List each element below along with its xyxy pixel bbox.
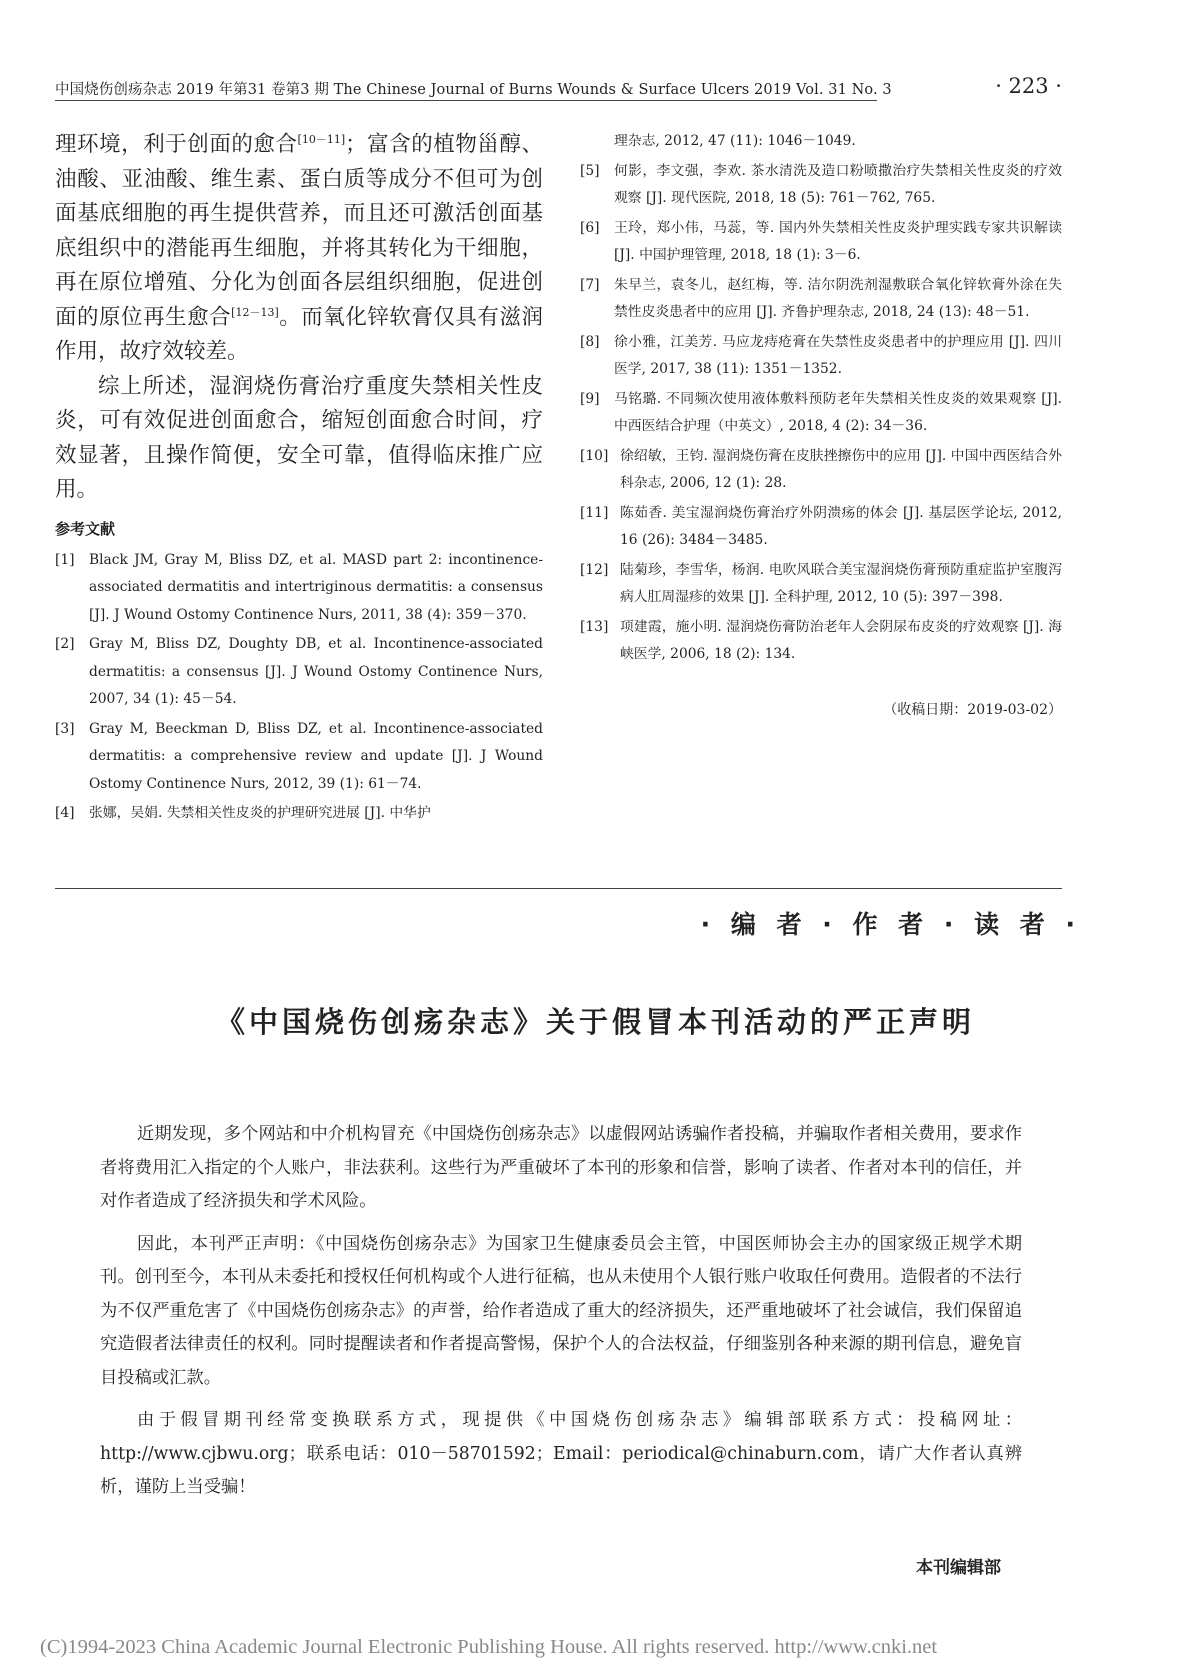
reference-item bbox=[580, 443, 1062, 498]
reference-number: [3] bbox=[55, 720, 75, 737]
citation: [12－13] bbox=[231, 305, 279, 319]
editorial-signature: 本刊编辑部 bbox=[916, 1558, 1001, 1578]
reference-item bbox=[580, 158, 1062, 213]
reference-number: [6] bbox=[580, 219, 600, 236]
reference-text: 朱早兰，袁冬儿，赵红梅，等. 洁尔阴洗剂湿敷联合氧化锌软膏外涂在失禁性皮炎患者中的应用 [J]. 齐鲁护理杂志, 2018, 24 (13): 48－51. bbox=[614, 276, 1062, 320]
paragraph-text: 。而氧化锌软膏仅具有滋润作用，故疗效较差。 bbox=[55, 304, 543, 364]
reference-number: [10] bbox=[580, 447, 609, 464]
reference-number: [4] bbox=[55, 805, 75, 821]
reference-item bbox=[55, 631, 543, 714]
copyright-footer: (C)1994-2023 China Academic Journal Electronic Publishing House. All rights reserved. http://www.cnki.net bbox=[40, 1636, 938, 1658]
reference-text: 项建霞，施小明. 湿润烧伤膏防治老年人会阴尿布皮炎的疗效观察 [J]. 海峡医学, 2006, 18 (2): 134. bbox=[620, 618, 1062, 662]
notice-paragraph-2: 因此，本刊严正声明：《中国烧伤创疡杂志》为国家卫生健康委员会主管，中国医师协会主办的国家级正规学术期刊。创刊至今，本刊从未委托和授权任何机构或个人进行征稿，也从未使用个人银行账户收取任何费用。造假者的不法行为不仅严重危害了《中国烧伤创疡杂志》的声誉，给作者造成了重大的经济损失，还严重地破坏了社会诚信，我们保留追究造假者法律责任的权利。同时提醒读者和作者提高警惕，保护个人的合法权益，仔细鉴别各种来源的期刊信息，避免盲目投稿或汇款。 bbox=[100, 1233, 1022, 1388]
section-label: · 编 者 · 作 者 · 读 者 · bbox=[700, 910, 1081, 939]
reference-item bbox=[580, 614, 1062, 669]
reference-text: 陆菊珍，李雪华，杨润. 电吹风联合美宝湿润烧伤膏预防重症监护室腹泻病人肛周湿疹的效果 [J]. 全科护理, 2012, 10 (5): 397－398. bbox=[620, 561, 1062, 605]
citation: [10－11] bbox=[297, 132, 346, 146]
reference-item bbox=[55, 716, 543, 799]
reference-number: [7] bbox=[580, 276, 600, 293]
references-heading: 参考文献 bbox=[55, 519, 116, 538]
journal-header-text: 中国烧伤创疡杂志 2019 年第31 卷第3 期 The Chinese Journal of Burns Wounds & Surface Ulcers 2019 Vol. 31 No. 3 bbox=[55, 82, 892, 98]
received-date: （收稿日期：2019-03-02） bbox=[883, 701, 1062, 718]
reference-number: [12] bbox=[580, 561, 609, 578]
reference-text: 张娜，吴娟. 失禁相关性皮炎的护理研究进展 [J]. 中华护 bbox=[89, 805, 431, 821]
page-number: · 223 · bbox=[995, 74, 1062, 98]
reference-text: 马铭璐. 不同频次使用液体敷料预防老年失禁相关性皮炎的效果观察 [J]. 中西医结合护理（中英文）, 2018, 4 (2): 34－36. bbox=[614, 390, 1062, 434]
left-column bbox=[55, 128, 543, 830]
reference-text: 徐绍敏，王钧. 湿润烧伤膏在皮肤挫擦伤中的应用 [J]. 中国中西医结合外科杂志, 2006, 12 (1): 28. bbox=[620, 447, 1062, 491]
reference-number: [11] bbox=[580, 504, 609, 521]
reference-item bbox=[580, 386, 1062, 441]
section-divider bbox=[55, 888, 1062, 889]
header-rule bbox=[55, 100, 877, 101]
reference-text: 王玲，郑小伟，马蕊，等. 国内外失禁相关性皮炎护理实践专家共识解读 [J]. 中国护理管理, 2018, 18 (1): 3－6. bbox=[614, 219, 1062, 263]
reference-number: [1] bbox=[55, 551, 75, 568]
reference-number: [13] bbox=[580, 618, 609, 635]
body-paragraph-1 bbox=[55, 128, 543, 370]
reference-text: 何影，李文强，李欢. 茶水清洗及造口粉喷撒治疗失禁相关性皮炎的疗效观察 [J]. 现代医院, 2018, 18 (5): 761－762, 765. bbox=[614, 162, 1062, 206]
reference-item bbox=[580, 557, 1062, 612]
running-header bbox=[55, 74, 1062, 104]
reference-text: 徐小雅，江美芳. 马应龙痔疮膏在失禁性皮炎患者中的护理应用 [J]. 四川医学, 2017, 38 (11): 1351－1352. bbox=[614, 333, 1062, 377]
reference-item bbox=[580, 500, 1062, 555]
notice-paragraph-1: 近期发现，多个网站和中介机构冒充《中国烧伤创疡杂志》以虚假网站诱骗作者投稿，并骗取作者相关费用，要求作者将费用汇入指定的个人账户，非法获利。这些行为严重破坏了本刊的形象和信誉，影响了读者、作者对本刊的信任，并对作者造成了经济损失和学术风险。 bbox=[100, 1124, 1022, 1211]
reference-item bbox=[580, 215, 1062, 270]
reference-item bbox=[580, 272, 1062, 327]
reference-text: Gray M, Bliss DZ, Doughty DB, et al. Incontinence-associated dermatitis: a consensus [J]. J Wound Ostomy Continence Nurs, 2007, 34 (1): 45－54. bbox=[89, 636, 543, 707]
reference-item bbox=[580, 329, 1062, 384]
reference-number: [2] bbox=[55, 636, 75, 652]
notice-paragraph-3: 由于假冒期刊经常变换联系方式，现提供《中国烧伤创疡杂志》编辑部联系方式：投稿网址：http://www.cjbwu.org；联系电话：010－58701592；Email：periodical@chinaburn.com，请广大作者认真辨析，谨防上当受骗！ bbox=[100, 1410, 1022, 1497]
reference-text: Black JM, Gray M, Bliss DZ, et al. MASD part 2: incontinence-associated dermatitis and intertriginous dermatitis: a consensus [J]. J Wound Ostomy Continence Nurs, 2011, 38 (4): 359－370. bbox=[89, 551, 543, 623]
reference-item bbox=[55, 800, 543, 828]
paragraph-text: 理环境，利于创面的愈合 bbox=[55, 132, 298, 157]
notice-body bbox=[100, 1118, 1022, 1514]
reference-number: [8] bbox=[580, 333, 600, 350]
reference-number: [9] bbox=[580, 390, 600, 407]
right-column bbox=[580, 128, 1062, 719]
reference-text: Gray M, Beeckman D, Bliss DZ, et al. Incontinence-associated dermatitis: a comprehensive review and update [J]. J Wound Ostomy Continence Nurs, 2012, 39 (1): 61－74. bbox=[89, 720, 543, 792]
reference-number: [5] bbox=[580, 162, 600, 179]
reference-continuation: 理杂志, 2012, 47 (11): 1046－1049. bbox=[614, 133, 856, 149]
notice-title: 《中国烧伤创疡杂志》关于假冒本刊活动的严正声明 bbox=[215, 1005, 975, 1039]
paragraph-text: ；富含的植物甾醇、油酸、亚油酸、维生素、蛋白质等成分不但可为创面基底细胞的再生提供营养，而且还可激活创面基底组织中的潜能再生细胞，并将其转化为干细胞，再在原位增殖、分化为创面各层组织细胞，促进创面的原位再生愈合 bbox=[55, 132, 543, 330]
body-paragraph-2: 综上所述，湿润烧伤膏治疗重度失禁相关性皮炎，可有效促进创面愈合，缩短创面愈合时间，疗效显著，且操作简便，安全可靠，值得临床推广应用。 bbox=[55, 373, 543, 502]
reference-text: 陈茹香. 美宝湿润烧伤膏治疗外阴溃疡的体会 [J]. 基层医学论坛, 2012, 16 (26): 3484－3485. bbox=[620, 504, 1062, 548]
reference-item bbox=[55, 547, 543, 630]
